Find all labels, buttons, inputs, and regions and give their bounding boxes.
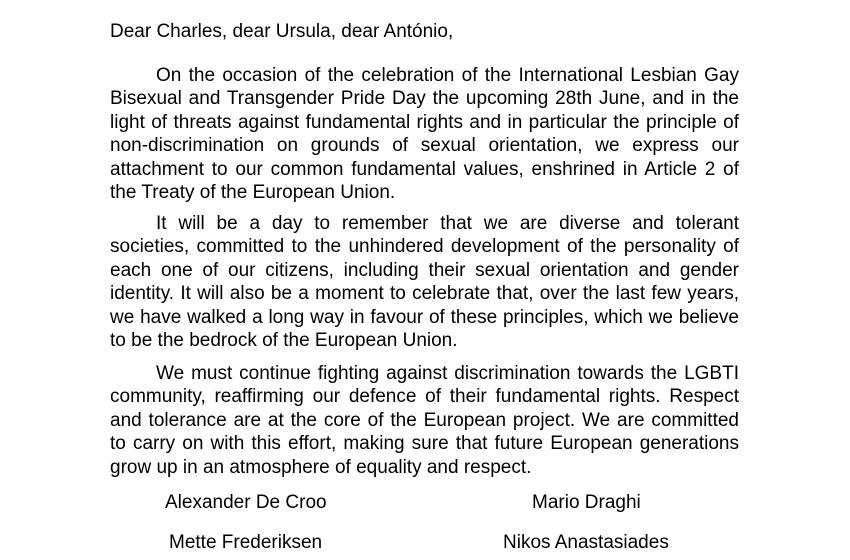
salutation: Dear Charles, dear Ursula, dear António,: [110, 21, 454, 42]
signatory-name: Nikos Anastasiades: [503, 532, 669, 553]
paragraph-2: It will be a day to remember that we are diverse and tolerant societies, committed to the unhindered development of the personality of each one of our citizens, including their sexual orientation and gender identity. It will also be a moment to celebrate that, over the last few years, we have walked a long way in favour of these principles, which we believe to be the bedrock of the European Union.: [110, 213, 739, 352]
paragraph-3: We must continue fighting against discrimination towards the LGBTI community, reaffirming our defence of their fundamental rights. Respect and tolerance are at the core of the European project. We are committed to carry on with this effort, making sure that future European generations grow up in an atmosphere of equality and respect.: [110, 363, 739, 478]
signatory-name: Mette Frederiksen: [169, 532, 323, 553]
signatory-name: Alexander De Croo: [165, 492, 327, 513]
paragraph-1: On the occasion of the celebration of the International Lesbian Gay Bisexual and Transgender Pride Day the upcoming 28th June, and in the light of threats against fundamental rights and in particular the principle of non-discrimination on grounds of sexual orientation, we express our attachment to our common fundamental values, enshrined in Article 2 of the Treaty of the European Union.: [110, 65, 739, 204]
signatory-name: Mario Draghi: [532, 492, 641, 513]
